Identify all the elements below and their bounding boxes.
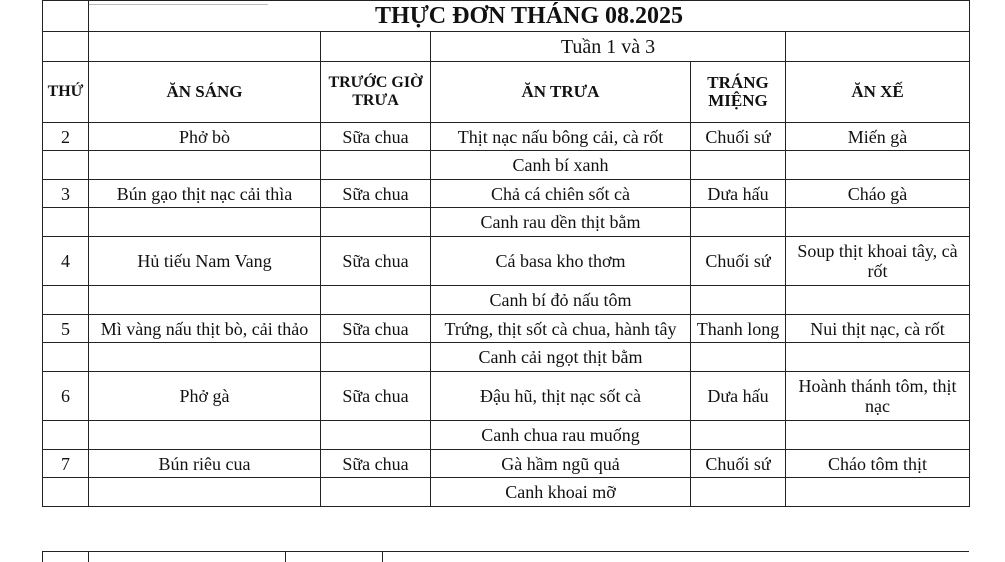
soup-row <box>43 478 970 507</box>
blank-cell <box>786 208 970 237</box>
day-cell: 7 <box>43 450 89 478</box>
blank-cell <box>786 286 970 315</box>
day-cell: 6 <box>43 372 89 421</box>
blank-cell <box>89 32 321 62</box>
blank-cell <box>89 478 321 507</box>
soup-row <box>43 208 970 237</box>
blank-cell <box>691 343 786 372</box>
blank-cell <box>691 478 786 507</box>
pre-lunch-cell: Sữa chua <box>321 237 431 286</box>
soup-cell: Canh khoai mỡ <box>431 478 691 507</box>
day-cell: 4 <box>43 237 89 286</box>
soup-cell: Canh cải ngọt thịt bằm <box>431 343 691 372</box>
blank-cell <box>691 286 786 315</box>
snack-cell: Cháo gà <box>786 180 970 208</box>
week-label: Tuần 1 và 3 <box>431 32 786 62</box>
blank-cell <box>321 478 431 507</box>
pre-lunch-cell: Sữa chua <box>321 180 431 208</box>
dessert-cell: Chuối sứ <box>691 237 786 286</box>
blank-cell <box>691 151 786 180</box>
blank-cell <box>321 32 431 62</box>
header-day: THỨ <box>43 62 89 123</box>
breakfast-cell: Phở gà <box>89 372 321 421</box>
blank-cell <box>691 421 786 450</box>
blank-cell <box>321 208 431 237</box>
breakfast-cell: Phở bò <box>89 123 321 151</box>
dessert-cell: Chuối sứ <box>691 123 786 151</box>
menu-day-row <box>43 123 970 151</box>
menu-day-row <box>43 180 970 208</box>
blank-cell <box>43 286 89 315</box>
lunch-cell: Chả cá chiên sốt cà <box>431 180 691 208</box>
menu-table-frame <box>42 0 969 512</box>
menu-day-row <box>43 315 970 343</box>
header-row <box>43 62 970 123</box>
day-cell: 5 <box>43 315 89 343</box>
title-corner-cell <box>43 1 89 32</box>
dessert-cell: Thanh long <box>691 315 786 343</box>
page-title: THỰC ĐƠN THÁNG 08.2025 <box>89 1 970 32</box>
snack-cell: Hoành thánh tôm, thịt nạc <box>786 372 970 421</box>
blank-cell <box>321 421 431 450</box>
blank-cell <box>321 286 431 315</box>
menu-day-row <box>43 237 970 286</box>
blank-cell <box>321 343 431 372</box>
blank-cell <box>691 208 786 237</box>
blank-cell <box>43 478 89 507</box>
blank-cell <box>43 343 89 372</box>
title-row <box>43 1 970 32</box>
lunch-cell: Thịt nạc nấu bông cải, cà rốt <box>431 123 691 151</box>
lunch-cell: Gà hầm ngũ quả <box>431 450 691 478</box>
dessert-cell: Dưa hấu <box>691 372 786 421</box>
blank-cell <box>89 151 321 180</box>
pre-lunch-cell: Sữa chua <box>321 315 431 343</box>
blank-cell <box>786 421 970 450</box>
header-pre-lunch: TRƯỚC GIỜ TRƯA <box>321 62 431 123</box>
lunch-cell: Trứng, thịt sốt cà chua, hành tây <box>431 315 691 343</box>
soup-cell: Canh chua rau muống <box>431 421 691 450</box>
soup-cell: Canh rau dền thịt bằm <box>431 208 691 237</box>
day-cell: 2 <box>43 123 89 151</box>
blank-cell <box>786 151 970 180</box>
soup-row <box>43 343 970 372</box>
lunch-cell: Đậu hũ, thịt nạc sốt cà <box>431 372 691 421</box>
blank-cell <box>89 286 321 315</box>
soup-row <box>43 286 970 315</box>
blank-cell <box>89 421 321 450</box>
snack-cell: Cháo tôm thịt <box>786 450 970 478</box>
pre-lunch-cell: Sữa chua <box>321 123 431 151</box>
blank-cell <box>89 343 321 372</box>
dessert-cell: Chuối sứ <box>691 450 786 478</box>
blank-cell <box>43 151 89 180</box>
blank-cell <box>43 421 89 450</box>
dessert-cell: Dưa hấu <box>691 180 786 208</box>
blank-cell <box>786 478 970 507</box>
header-lunch: ĂN TRƯA <box>431 62 691 123</box>
blank-cell <box>786 32 970 62</box>
breakfast-cell: Hủ tiếu Nam Vang <box>89 237 321 286</box>
snack-cell: Nui thịt nạc, cà rốt <box>786 315 970 343</box>
blank-cell <box>321 151 431 180</box>
header-breakfast: ĂN SÁNG <box>89 62 321 123</box>
week-row <box>43 32 970 62</box>
soup-cell: Canh bí đỏ nấu tôm <box>431 286 691 315</box>
breakfast-cell: Bún riêu cua <box>89 450 321 478</box>
day-cell: 3 <box>43 180 89 208</box>
snack-cell: Miến gà <box>786 123 970 151</box>
header-dessert: TRÁNG MIỆNG <box>691 62 786 123</box>
menu-day-row <box>43 372 970 421</box>
blank-cell <box>43 208 89 237</box>
menu-table <box>42 0 970 507</box>
soup-row <box>43 421 970 450</box>
blank-cell <box>786 343 970 372</box>
soup-row <box>43 151 970 180</box>
blank-cell <box>43 32 89 62</box>
breakfast-cell: Bún gạo thịt nạc cải thìa <box>89 180 321 208</box>
lunch-cell: Cá basa kho thơm <box>431 237 691 286</box>
snack-cell: Soup thịt khoai tây, cà rốt <box>786 237 970 286</box>
blank-cell <box>89 208 321 237</box>
breakfast-cell: Mì vàng nấu thịt bò, cải thảo <box>89 315 321 343</box>
menu-day-row <box>43 450 970 478</box>
pre-lunch-cell: Sữa chua <box>321 372 431 421</box>
soup-cell: Canh bí xanh <box>431 151 691 180</box>
pre-lunch-cell: Sữa chua <box>321 450 431 478</box>
header-snack: ĂN XẾ <box>786 62 970 123</box>
